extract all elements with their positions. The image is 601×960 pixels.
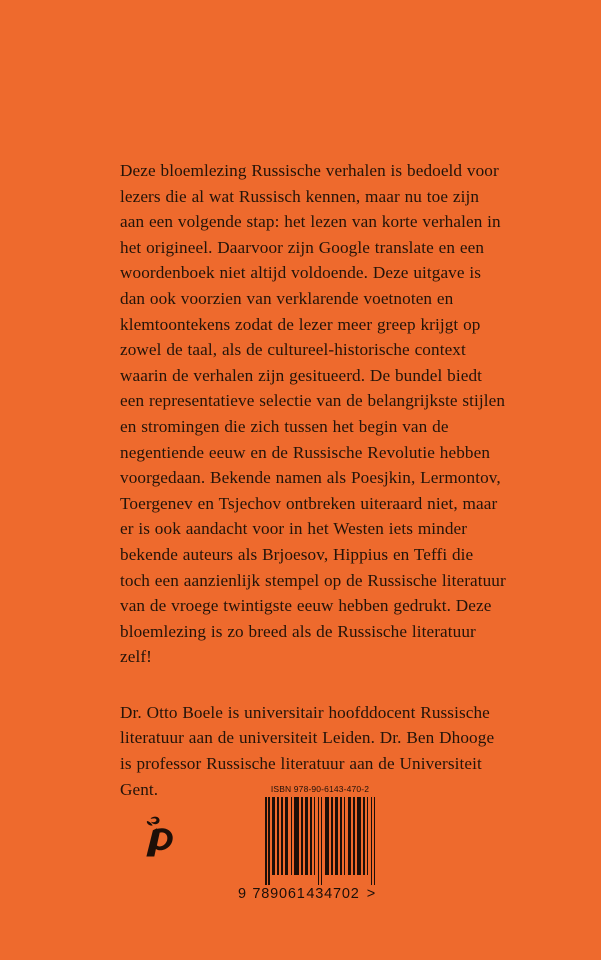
barcode-lead-digit: 9: [238, 886, 247, 902]
isbn-label: ISBN 978-90-6143-470-2: [270, 784, 370, 794]
pegasus-p-logo-icon: [138, 812, 184, 872]
barcode-right-group: 434702: [306, 886, 360, 902]
barcode-left-group: 789061: [252, 886, 306, 902]
blurb-paragraph-description: Deze bloemlezing Russische verhalen is bedoeld voor lezers die al wat Russisch kennen, maar nu toe zijn aan een volgende stap: het lezen van korte verhalen in het origineel. Daarvoor zijn Google translate en een woordenboek niet altijd voldoende. Deze uitgave is dan ook voorzien van verklarende voetnoten en klemtoontekens zodat de lezer meer greep krijgt op zowel de taal, als de cultureel-historische context waarin de verhalen zijn gesitueerd. De bundel biedt een representatieve selectie van de belangrijkste stijlen en stromingen die zich tussen het begin van de negentiende eeuw en de Russische Revolutie hebben voorgedaan. Bekende namen als Poesjkin, Lermontov, Toergenev en Tsjechov ontbreken uiteraard niet, maar er is ook aandacht voor in het Westen iets minder bekende auteurs als Brjoesov, Hippius en Teffi die toch een aanzienlijk stempel op de Russische literatuur van de vroege twintigste eeuw hebben gedrukt. Deze bloemlezing is zo breed als de Russische literatuur zelf!: [120, 161, 506, 667]
barcode-bars: [265, 797, 375, 885]
barcode: [238, 784, 388, 902]
barcode-digits: [238, 885, 388, 902]
blurb-text-block: [120, 158, 506, 802]
blurb-paragraph-authors: Dr. Otto Boele is universitair hoofddocent Russische literatuur aan de universiteit Leiden. Dr. Ben Dhooge is professor Russische literatuur aan de Universiteit Gent.: [120, 702, 495, 799]
barcode-tail-symbol: >: [366, 886, 376, 902]
